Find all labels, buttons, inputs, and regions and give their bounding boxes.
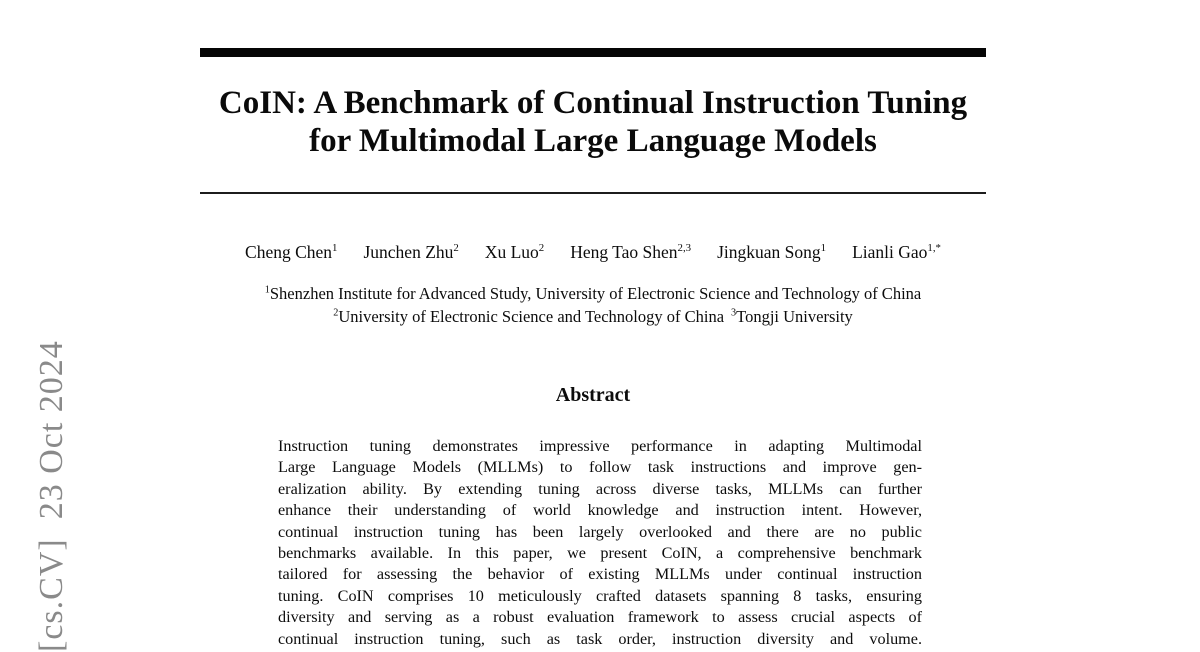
author-name: Jingkuan Song bbox=[717, 242, 821, 262]
abstract-text bbox=[278, 436, 922, 650]
paper-title-line-1: CoIN: A Benchmark of Continual Instruction Tuning bbox=[218, 85, 968, 121]
author-name: Lianli Gao bbox=[852, 242, 928, 262]
affiliation-line bbox=[200, 306, 986, 329]
abstract-line: benchmarks available. In this paper, we present CoIN, a comprehensive benchmark bbox=[278, 543, 922, 562]
affiliation-list bbox=[200, 283, 986, 328]
author-affiliation-sup: 2 bbox=[538, 242, 545, 255]
affiliation-segment bbox=[731, 307, 853, 326]
abstract-line: continual instruction tuning has been largely overlooked and there are no public bbox=[278, 522, 922, 541]
abstract-line: Large Language Models (MLLMs) to follow task instructions and improve gen- bbox=[278, 458, 922, 477]
author bbox=[245, 242, 337, 262]
affiliation-sup: 3 bbox=[731, 307, 737, 318]
abstract-line: tuning. CoIN comprises 10 meticulously crafted datasets spanning 8 tasks, ensuring bbox=[278, 586, 922, 605]
title-top-rule bbox=[200, 48, 986, 57]
author-affiliation-sup: 2 bbox=[453, 242, 459, 255]
abstract-line: Instruction tuning demonstrates impressive performance in adapting Multimodal bbox=[278, 437, 922, 455]
affiliation-sup: 2 bbox=[333, 307, 339, 318]
affiliation-line bbox=[200, 283, 986, 306]
author-name: Xu Luo bbox=[484, 242, 539, 262]
affiliation-sup: 1 bbox=[264, 284, 270, 296]
paper-title bbox=[200, 84, 986, 160]
author-affiliation-sup: 1 bbox=[820, 242, 827, 255]
abstract-line: eralization ability. By extending tuning across diverse tasks, MLLMs can further bbox=[278, 479, 922, 498]
abstract-line: enhance their understanding of world knowledge and instruction intent. However, bbox=[278, 501, 922, 520]
author-name: Junchen Zhu bbox=[363, 242, 454, 262]
author-affiliation-sup: 2,3 bbox=[677, 242, 692, 255]
author bbox=[570, 242, 691, 262]
author bbox=[485, 242, 544, 262]
title-bottom-rule bbox=[200, 192, 986, 194]
arxiv-side-watermark: [cs.CV] 23 Oct 2024 bbox=[33, 340, 70, 652]
author-name: Heng Tao Shen bbox=[570, 242, 678, 262]
abstract-line: tailored for assessing the behavior of existing MLLMs under continual instruction bbox=[278, 565, 922, 584]
author bbox=[363, 242, 458, 262]
affiliation-text: Shenzhen Institute for Advanced Study, University of Electronic Science and Technology of China bbox=[269, 284, 922, 303]
abstract-heading: Abstract bbox=[555, 384, 631, 406]
affiliation-text: University of Electronic Science and Technology of China bbox=[338, 306, 725, 326]
abstract-line: continual instruction tuning, such as task order, instruction diversity and volume. bbox=[278, 629, 922, 648]
author-affiliation-sup: 1,* bbox=[927, 242, 941, 255]
affiliation-text: Tongji University bbox=[736, 306, 853, 326]
author bbox=[717, 242, 826, 262]
author-name: Cheng Chen bbox=[245, 242, 333, 262]
author-list bbox=[200, 240, 986, 264]
author bbox=[852, 242, 941, 262]
paper-title-line-2: for Multimodal Large Language Models bbox=[309, 123, 877, 159]
affiliation-segment bbox=[333, 307, 724, 326]
abstract-line: diversity and serving as a robust evaluation framework to assess crucial aspects of bbox=[278, 608, 922, 627]
author-affiliation-sup: 1 bbox=[332, 242, 338, 255]
